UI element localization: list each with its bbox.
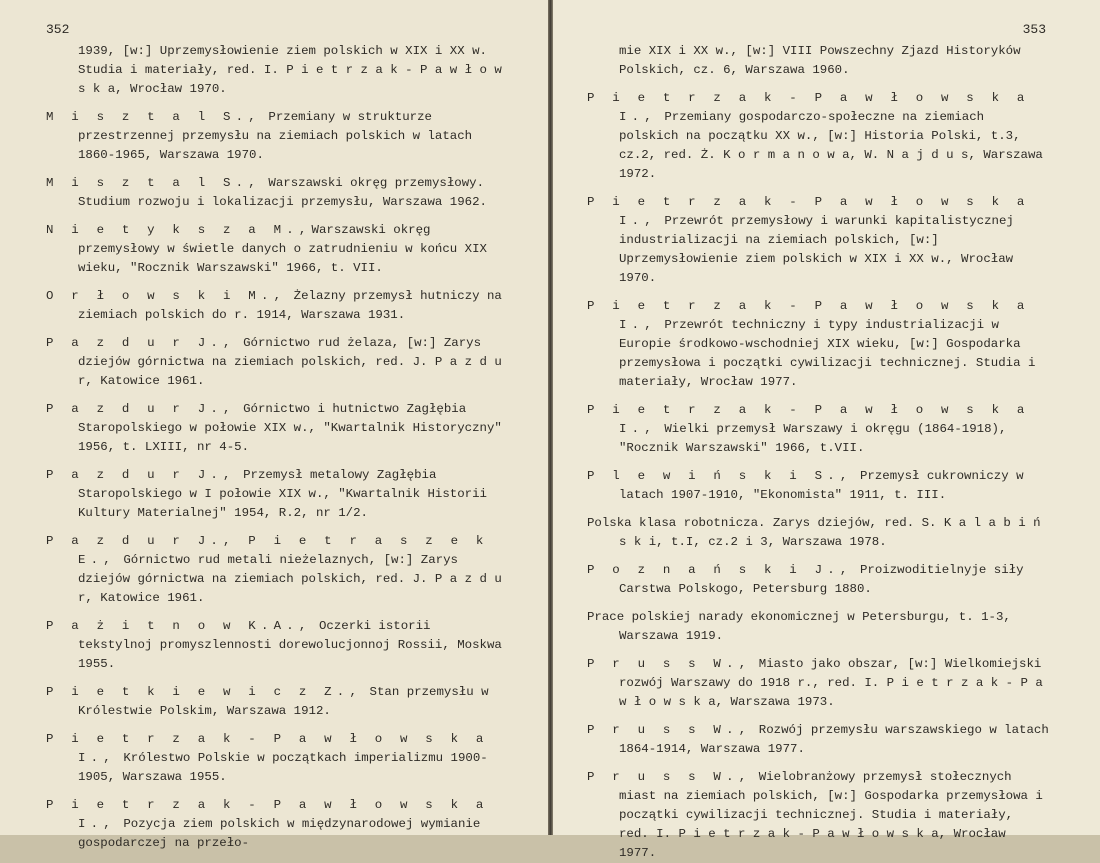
page-number-right: 353 bbox=[1022, 22, 1046, 37]
bibliography-entry bbox=[587, 514, 1050, 552]
bibliography-list-left bbox=[46, 42, 508, 853]
bibliography-entry bbox=[587, 561, 1050, 599]
entry-text: Stan przemysłu w Królestwie Polskim, Warszawa 1912. bbox=[78, 685, 489, 718]
bibliography-entry bbox=[46, 287, 508, 325]
bibliography-entry bbox=[587, 89, 1050, 184]
bibliography-entry bbox=[46, 796, 508, 853]
entry-text: Warszawski okręg przemysłowy w świetle danych o zatrudnieniu w końcu XIX wieku, "Rocznik Warszawski" 1966, t. VII. bbox=[78, 223, 487, 275]
entry-text: Wielki przemysł Warszawy i okręgu (1864-1918), "Rocznik Warszawski" 1966, t.VII. bbox=[619, 422, 1007, 455]
bibliography-entry bbox=[46, 532, 508, 608]
entry-author: O r ł o w s k i M., bbox=[46, 289, 287, 303]
bibliography-entry bbox=[587, 721, 1050, 759]
entry-text: mie XIX i XX w., [w:] VIII Powszechny Zjazd Historyków Polskich, cz. 6, Warszawa 1960. bbox=[619, 44, 1021, 77]
entry-text: Górnictwo i hutnictwo Zagłębia Staropolskiego w połowie XIX w., "Kwartalnik Historyczny" 1956, t. LXIII, nr 4-5. bbox=[78, 402, 502, 454]
entry-text: Przewrót techniczny i typy industrializacji w Europie środkowo-wschodniej XIX wieku, [w:] Gospodarka przemysłowa i początki cywilizacji technicznej. Studia i materiały, Wrocław 1977. bbox=[619, 318, 1036, 389]
entry-text: Rozwój przemysłu warszawskiego w latach 1864-1914, Warszawa 1977. bbox=[619, 723, 1049, 756]
bibliography-entry bbox=[587, 608, 1050, 646]
entry-author: M i s z t a l S., bbox=[46, 176, 261, 190]
entry-text: Żelazny przemysł hutniczy na ziemiach polskich do r. 1914, Warszawa 1931. bbox=[78, 289, 502, 322]
entry-author: P i e t r z a k - P a w ł o w s k a I., bbox=[587, 403, 1030, 436]
entry-author: N i e t y k s z a M., bbox=[46, 223, 312, 237]
entry-text: Pozycja ziem polskich w międzynarodowej wymianie gospodarczej na przeło- bbox=[78, 817, 481, 850]
entry-author: P i e t k i e w i c z Z., bbox=[46, 685, 363, 699]
bibliography-entry bbox=[46, 617, 508, 674]
entry-author: P a z d u r J., bbox=[46, 402, 236, 416]
bibliography-entry bbox=[587, 768, 1050, 863]
entry-text: Przemysł metalowy Zagłębia Staropolskiego w I połowie XIX w., "Kwartalnik Historii Kultury Materialnej" 1954, R.2, nr 1/2. bbox=[78, 468, 487, 520]
entry-author: P i e t r z a k - P a w ł o w s k a I., bbox=[587, 195, 1030, 228]
bibliography-entry bbox=[46, 108, 508, 165]
bibliography-entry bbox=[46, 466, 508, 523]
entry-text: Przemiany w strukturze przestrzennej przemysłu na ziemiach polskich w latach 1860-1965, Warszawa 1970. bbox=[78, 110, 473, 162]
bibliography-entry bbox=[46, 400, 508, 457]
entry-author: P r u s s W., bbox=[587, 723, 752, 737]
bibliography-list-right bbox=[587, 42, 1050, 863]
bibliography-entry bbox=[587, 42, 1050, 80]
entry-text: Prace polskiej narady ekonomicznej w Petersburgu, t. 1-3, Warszawa 1919. bbox=[587, 610, 1011, 643]
entry-text: Górnictwo rud metali nieżelaznych, [w:] Zarys dziejów górnictwa na ziemiach polskich, red. J. P a z d u r, Katowice 1961. bbox=[78, 553, 502, 605]
entry-text: Przewrót przemysłowy i warunki kapitalistycznej industrializacji na ziemiach polskich, [w:] Uprzemysłowienie ziem polskich w XIX i XX w., Wrocław 1970. bbox=[619, 214, 1014, 285]
entry-text: Przemysł cukrowniczy w latach 1907-1910, "Ekonomista" 1911, t. III. bbox=[619, 469, 1024, 502]
bibliography-entry bbox=[46, 334, 508, 391]
bibliography-entry bbox=[46, 683, 508, 721]
entry-text: Polska klasa robotnicza. Zarys dziejów, red. S. K a l a b i ń s k i, t.I, cz.2 i 3, Warszawa 1978. bbox=[587, 516, 1041, 549]
entry-text: Górnictwo rud żelaza, [w:] Zarys dziejów górnictwa na ziemiach polskich, red. J. P a z d u r, Katowice 1961. bbox=[78, 336, 502, 388]
entry-text: Proizwoditielnyje siły Carstwa Polskogo, Petersburg 1880. bbox=[619, 563, 1024, 596]
entry-text: Warszawski okręg przemysłowy. Studium rozwoju i lokalizacji przemysłu, Warszawa 1962. bbox=[78, 176, 487, 209]
entry-author: M i s z t a l S., bbox=[46, 110, 261, 124]
bibliography-entry bbox=[587, 297, 1050, 392]
entry-text: Królestwo Polskie w początkach imperializmu 1900-1905, Warszawa 1955. bbox=[78, 751, 488, 784]
entry-author: P l e w i ń s k i S., bbox=[587, 469, 853, 483]
entry-text: Przemiany gospodarczo-społeczne na ziemiach polskich na początku XX w., [w:] Historia Polski, t.3, cz.2, red. Ż. K o r m a n o w a, W. N a j d u s, Warszawa 1972. bbox=[619, 110, 1043, 181]
bibliography-entry bbox=[587, 193, 1050, 288]
right-page bbox=[553, 0, 1100, 860]
entry-author: P a ż i t n o w K.A., bbox=[46, 619, 312, 633]
entry-author: P r u s s W., bbox=[587, 657, 752, 671]
left-page bbox=[0, 0, 548, 850]
entry-text: Wielobranżowy przemysł stołecznych miast na ziemiach polskich, [w:] Gospodarka przemysłowa i początki cywilizacji technicznej. Studia i materiały, red. I. P i e t r z a k - P a w ł o w s k a, Wrocław 1977. bbox=[619, 770, 1043, 860]
bibliography-entry bbox=[587, 655, 1050, 712]
page-number-left: 352 bbox=[46, 22, 70, 37]
bibliography-entry bbox=[46, 730, 508, 787]
entry-text: Oczerki istorii tekstylnoj promyszlennosti dorewolucjonnoj Rossii, Moskwa 1955. bbox=[78, 619, 502, 671]
entry-text: 1939, [w:] Uprzemysłowienie ziem polskich w XIX i XX w. Studia i materiały, red. I. P i e t r z a k - P a w ł o w s k a, Wrocław 1970. bbox=[78, 44, 502, 96]
entry-author: P a z d u r J., bbox=[46, 468, 236, 482]
entry-author: P i e t r z a k - P a w ł o w s k a I., bbox=[46, 732, 489, 765]
bibliography-entry bbox=[587, 401, 1050, 458]
bibliography-entry bbox=[46, 174, 508, 212]
bibliography-entry bbox=[587, 467, 1050, 505]
entry-author: P i e t r z a k - P a w ł o w s k a I., bbox=[46, 798, 489, 831]
entry-author: P i e t r z a k - P a w ł o w s k a I., bbox=[587, 299, 1030, 332]
bibliography-entry bbox=[46, 221, 508, 278]
entry-author: P i e t r z a k - P a w ł o w s k a I., bbox=[587, 91, 1030, 124]
entry-author: P r u s s W., bbox=[587, 770, 752, 784]
entry-text: Miasto jako obszar, [w:] Wielkomiejski rozwój Warszawy do 1918 r., red. I. P i e t r z a k - P a w ł o w s k a, Warszawa 1973. bbox=[619, 657, 1043, 709]
entry-author: P a z d u r J., bbox=[46, 336, 236, 350]
entry-author: P o z n a ń s k i J., bbox=[587, 563, 853, 577]
entry-author: P a z d u r J., P i e t r a s z e k E., bbox=[46, 534, 489, 567]
bibliography-entry bbox=[46, 42, 508, 99]
